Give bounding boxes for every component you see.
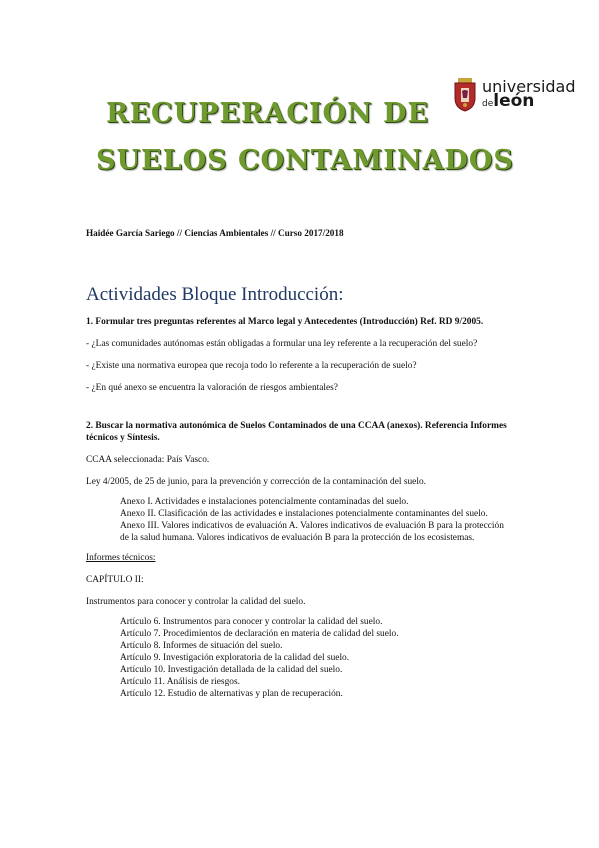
document-body (86, 316, 514, 700)
coat-of-arms-icon (452, 78, 478, 112)
chapter-description: Instrumentos para conocer y controlar la calidad del suelo. (86, 597, 306, 607)
article-item: Artículo 7. Procedimientos de declaración en materia de calidad del suelo. (120, 629, 399, 639)
section-heading: Actividades Bloque Introducción: (86, 284, 344, 305)
question-2-title: 2. Buscar la normativa autonómica de Suelos Contaminados de una CCAA (anexos). Referencia Informes técnicos y Síntesis. (86, 421, 507, 443)
article-item: Artículo 8. Informes de situación del suelo. (120, 641, 283, 651)
title-line-1: RECUPERACIÓN DE (106, 98, 430, 129)
annex-item: Anexo I. Actividades e instalaciones potencialmente contaminadas del suelo. (120, 497, 409, 507)
logo-de: de (482, 99, 494, 110)
question-item: - ¿En qué anexo se encuentra la valoración de riesgos ambientales? (86, 383, 338, 393)
annex-item: Anexo III. Valores indicativos de evaluación A. Valores indicativos de evaluación B para la protección de la salud humana. Valores indicativos de evaluación B para la protección de los ecosistemas. (120, 521, 504, 543)
law-reference: Ley 4/2005, de 25 de junio, para la prevención y corrección de la contaminación del suelo. (86, 477, 426, 487)
logo-universidad: universidad (482, 77, 576, 96)
author-line: Haidée García Sariego // Ciencias Ambientales // Curso 2017/2018 (86, 228, 344, 238)
article-list (86, 616, 514, 700)
university-logo (452, 74, 592, 122)
article-item: Artículo 11. Análisis de riesgos. (120, 677, 240, 687)
annex-list (86, 496, 514, 544)
question-1-title: 1. Formular tres preguntas referentes al Marco legal y Antecedentes (Introducción) Ref. RD 9/2005. (86, 317, 484, 327)
title-line-2: SUELOS CONTAMINADOS (96, 145, 514, 176)
article-item: Artículo 9. Investigación exploratoria de la calidad del suelo. (120, 653, 350, 663)
ccaa-selected: CCAA seleccionada: País Vasco. (86, 455, 210, 465)
logo-leon: león (493, 91, 535, 112)
logo-wordmark (482, 77, 576, 112)
question-item: - ¿Las comunidades autónomas están obligadas a formular una ley referente a la recuperación del suelo? (86, 339, 478, 349)
article-item: Artículo 12. Estudio de alternativas y plan de recuperación. (120, 689, 343, 699)
chapter-label: CAPÍTULO II: (86, 575, 144, 585)
article-item: Artículo 10. Investigación detallada de la calidad del suelo. (120, 665, 343, 675)
article-item: Artículo 6. Instrumentos para conocer y controlar la calidad del suelo. (120, 617, 383, 627)
question-item: - ¿Existe una normativa europea que recoja todo lo referente a la recuperación de suelo? (86, 361, 417, 371)
informes-label: Informes técnicos: (86, 553, 156, 563)
annex-item: Anexo II. Clasificación de las actividades e instalaciones potencialmente contaminantes del suelo. (120, 509, 488, 519)
